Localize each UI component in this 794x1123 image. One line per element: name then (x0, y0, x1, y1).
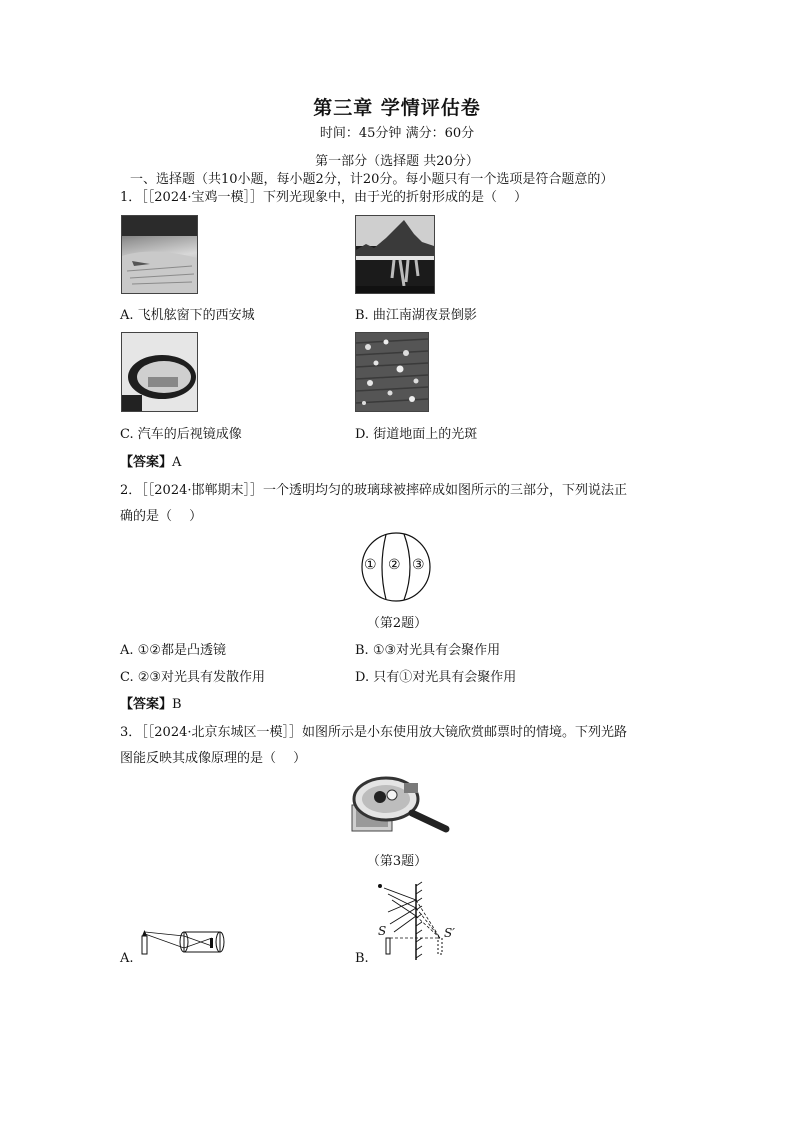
piece-2-label: ② (388, 557, 401, 573)
q3-option-b-label[interactable]: B. (355, 951, 369, 966)
question-3-stem-line2: 图能反映其成像原理的是（ ） (120, 751, 307, 766)
aerial-city-photo (121, 215, 198, 294)
plane-mirror-diagram (374, 880, 464, 962)
q3-option-a-label[interactable]: A. (120, 951, 134, 966)
piece-3-label: ③ (412, 557, 425, 573)
page-title: 第三章 学情评估卷 (313, 97, 481, 119)
pinhole-camera-diagram (138, 922, 230, 958)
answer-value: A (172, 455, 182, 470)
image-s-prime-label: S′ (444, 926, 455, 940)
q2-answer (120, 693, 182, 712)
object-s-label: S (378, 924, 387, 938)
q3-option-a-diagram[interactable] (138, 922, 230, 958)
piece-1-label: ① (364, 557, 377, 573)
magnifier-stamp-figure (346, 775, 452, 835)
question-1-stem: 1．［［2024·宝鸡一模］］下列光现象中，由于光的折射形成的是（ ） (120, 190, 528, 205)
street-light-spots-photo (355, 332, 429, 412)
q1-option-a[interactable]: A. 飞机舷窗下的西安城 (120, 308, 255, 323)
car-mirror-photo (121, 332, 198, 412)
q3-figure-caption: （第3题） (366, 854, 428, 869)
night-lake-art (356, 216, 434, 293)
question-3-stem-line1: 3．［［2024·北京东城区一模］］如图所示是小东使用放大镜欣赏邮票时的情境。下列光路 (120, 725, 627, 740)
q1-option-d[interactable]: D. 街道地面上的光斑 (355, 427, 478, 442)
q1-answer (120, 451, 181, 470)
section-instruction: 一、选择题（共10小题，每小题2分，计20分。每小题只有一个选项是符合题意的） (130, 172, 614, 187)
night-lake-reflection-photo (355, 215, 435, 294)
car-mirror-art (122, 333, 197, 411)
street-light-spots-art (356, 333, 428, 411)
q2-figure-caption: （第2题） (366, 616, 428, 631)
aerial-city-photo-art (122, 216, 197, 293)
q3-option-b-diagram[interactable] (374, 880, 464, 962)
q2-option-a[interactable]: A. ①②都是凸透镜 (120, 643, 226, 658)
question-2-stem-line1: 2．［［2024·邯郸期末］］一个透明均匀的玻璃球被摔碎成如图所示的三部分，下列说法正 (120, 483, 627, 498)
exam-time-score: 时间：45分钟 满分：60分 (319, 126, 475, 141)
glass-ball-figure (358, 531, 434, 603)
magnifier-stamp-art (346, 775, 452, 835)
answer-value: B (172, 697, 182, 712)
q1-option-c[interactable]: C. 汽车的后视镜成像 (120, 427, 242, 442)
q2-option-d[interactable]: D. 只有①对光具有会聚作用 (355, 670, 517, 685)
answer-label: 【答案】 (120, 697, 173, 712)
q2-option-c[interactable]: C. ②③对光具有发散作用 (120, 670, 266, 685)
q1-option-b[interactable]: B. 曲江南湖夜景倒影 (355, 308, 477, 323)
question-2-stem-line2: 确的是（ ） (120, 509, 203, 524)
part-heading: 第一部分（选择题 共20分） (315, 154, 479, 169)
answer-label: 【答案】 (120, 455, 173, 470)
q2-option-b[interactable]: B. ①③对光具有会聚作用 (355, 643, 501, 658)
